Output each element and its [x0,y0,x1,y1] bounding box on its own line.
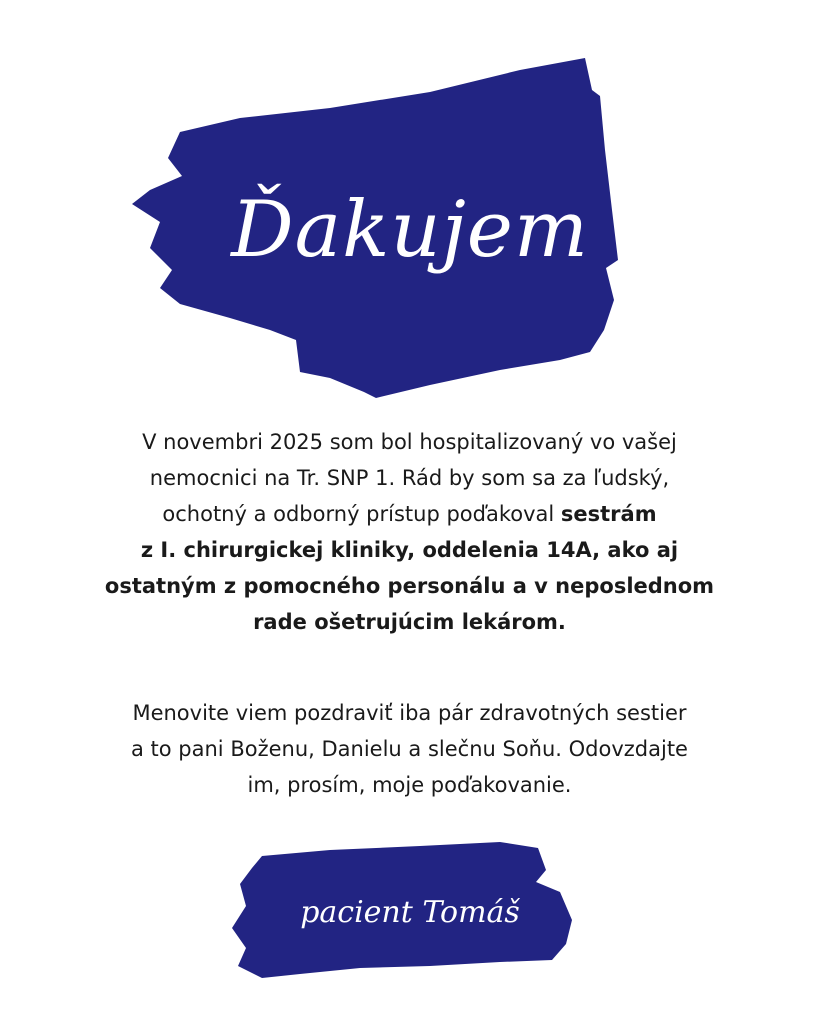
text-line-bold: rade ošetrujúcim lekárom. [253,610,566,634]
thank-you-title: Ďakujem [231,185,589,275]
text-line-bold-part: sestrám [560,502,657,526]
text-line-bold: z I. chirurgickej kliniky, oddelenia 14A, ako aj [140,538,679,562]
text-line-regular-part: ochotný a odborný prístup poďakoval [162,502,561,526]
text-line: V novembri 2025 som bol hospitalizovaný vo vašej [142,430,677,454]
paragraph-hospital-stay [50,424,769,640]
text-line: Menovite viem pozdraviť iba pár zdravotných sestier [132,701,687,725]
paragraph-nurses [50,695,769,803]
text-line: nemocnici na Tr. SNP 1. Rád by som sa za ľudský, [149,466,670,490]
text-line: a to pani Boženu, Danielu a slečnu Soňu. Odovzdajte [131,737,688,761]
text-line: im, prosím, moje poďakovanie. [247,773,572,797]
text-line-mixed [50,496,769,532]
text-line-bold: ostatným z pomocného personálu a v neposlednom [104,574,715,598]
signature: pacient Tomáš [300,894,520,930]
